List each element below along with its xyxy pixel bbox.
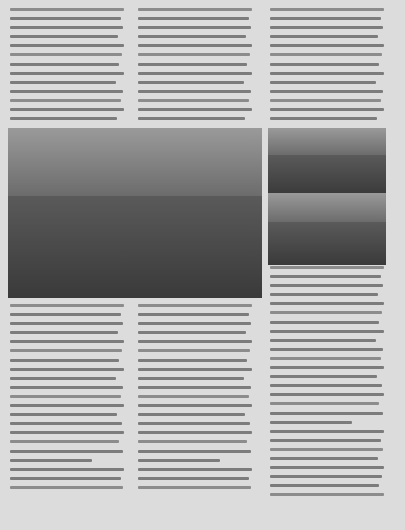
text-line xyxy=(270,330,384,333)
text-line xyxy=(270,35,378,38)
text-line xyxy=(138,26,251,29)
text-line xyxy=(270,117,377,120)
text-line xyxy=(270,99,381,102)
text-line xyxy=(10,359,119,362)
text-line xyxy=(138,8,252,11)
text-line xyxy=(138,72,252,75)
text-line xyxy=(270,402,379,405)
text-line xyxy=(10,63,119,66)
text-line xyxy=(10,331,118,334)
text-line xyxy=(10,81,116,84)
text-line xyxy=(138,313,249,316)
text-line xyxy=(10,72,124,75)
text-line xyxy=(10,368,124,371)
text-line xyxy=(138,304,252,307)
text-column-6 xyxy=(270,266,384,502)
text-line xyxy=(138,459,220,462)
text-line xyxy=(270,321,379,324)
text-line xyxy=(138,349,250,352)
photo-classic-car xyxy=(8,128,262,298)
text-line xyxy=(10,349,122,352)
photo-people xyxy=(268,128,386,195)
text-line xyxy=(138,386,251,389)
text-line xyxy=(10,477,121,480)
text-line xyxy=(138,17,249,20)
text-line xyxy=(10,99,121,102)
text-line xyxy=(138,413,245,416)
text-line xyxy=(10,322,123,325)
text-line xyxy=(10,404,124,407)
page-footer xyxy=(0,516,405,530)
text-line xyxy=(138,117,245,120)
text-line xyxy=(270,53,382,56)
text-line xyxy=(138,368,252,371)
text-line xyxy=(10,459,92,462)
text-line xyxy=(138,431,252,434)
text-line xyxy=(270,81,376,84)
text-line xyxy=(138,35,246,38)
text-line xyxy=(10,313,121,316)
text-column-5 xyxy=(138,304,252,495)
text-line xyxy=(138,486,251,489)
text-line xyxy=(270,384,382,387)
text-line xyxy=(270,302,384,305)
text-line xyxy=(270,393,384,396)
text-line xyxy=(10,377,116,380)
text-line xyxy=(138,477,249,480)
text-line xyxy=(270,339,376,342)
text-line xyxy=(10,486,123,489)
text-line xyxy=(10,108,124,111)
text-line xyxy=(270,448,383,451)
text-line xyxy=(10,440,119,443)
text-line xyxy=(138,322,251,325)
text-line xyxy=(10,17,121,20)
text-line xyxy=(270,63,379,66)
text-line xyxy=(270,366,384,369)
photo-engine xyxy=(268,193,386,265)
text-line xyxy=(138,468,252,471)
text-line xyxy=(270,311,382,314)
text-line xyxy=(10,340,124,343)
text-line xyxy=(270,26,383,29)
text-line xyxy=(270,412,383,415)
text-line xyxy=(10,8,124,11)
text-line xyxy=(270,484,379,487)
text-line xyxy=(138,99,249,102)
text-line xyxy=(270,17,381,20)
text-line xyxy=(138,340,252,343)
text-line xyxy=(10,26,123,29)
text-line xyxy=(270,493,384,496)
text-line xyxy=(10,44,124,47)
text-line xyxy=(270,90,383,93)
text-line xyxy=(270,284,383,287)
text-line xyxy=(10,304,124,307)
text-line xyxy=(10,35,118,38)
text-line xyxy=(138,53,250,56)
text-line xyxy=(10,386,123,389)
text-line xyxy=(138,108,252,111)
text-line xyxy=(270,421,352,424)
text-line xyxy=(138,422,250,425)
text-line xyxy=(10,431,124,434)
text-line xyxy=(138,404,252,407)
text-line xyxy=(138,44,252,47)
text-line xyxy=(270,293,378,296)
text-line xyxy=(270,466,384,469)
text-line xyxy=(270,457,378,460)
text-line xyxy=(138,331,246,334)
text-line xyxy=(10,450,123,453)
text-line xyxy=(138,63,247,66)
text-line xyxy=(270,348,383,351)
text-line xyxy=(138,440,247,443)
text-line xyxy=(10,53,122,56)
text-line xyxy=(10,395,121,398)
text-column-1 xyxy=(10,8,124,126)
text-column-3 xyxy=(270,8,384,126)
text-column-4 xyxy=(10,304,124,495)
text-line xyxy=(270,108,384,111)
text-line xyxy=(270,72,384,75)
text-line xyxy=(138,90,251,93)
text-line xyxy=(270,266,384,269)
text-line xyxy=(270,430,384,433)
text-line xyxy=(270,44,384,47)
text-line xyxy=(138,450,251,453)
text-line xyxy=(270,475,382,478)
text-line xyxy=(10,90,123,93)
text-line xyxy=(138,359,247,362)
text-line xyxy=(10,117,117,120)
text-line xyxy=(138,81,244,84)
text-line xyxy=(270,8,384,11)
text-line xyxy=(270,375,377,378)
text-line xyxy=(10,468,124,471)
text-line xyxy=(270,357,381,360)
text-line xyxy=(10,413,117,416)
text-line xyxy=(10,422,122,425)
text-line xyxy=(270,275,381,278)
text-line xyxy=(138,377,244,380)
text-line xyxy=(270,439,381,442)
text-column-2 xyxy=(138,8,252,126)
text-line xyxy=(138,395,249,398)
